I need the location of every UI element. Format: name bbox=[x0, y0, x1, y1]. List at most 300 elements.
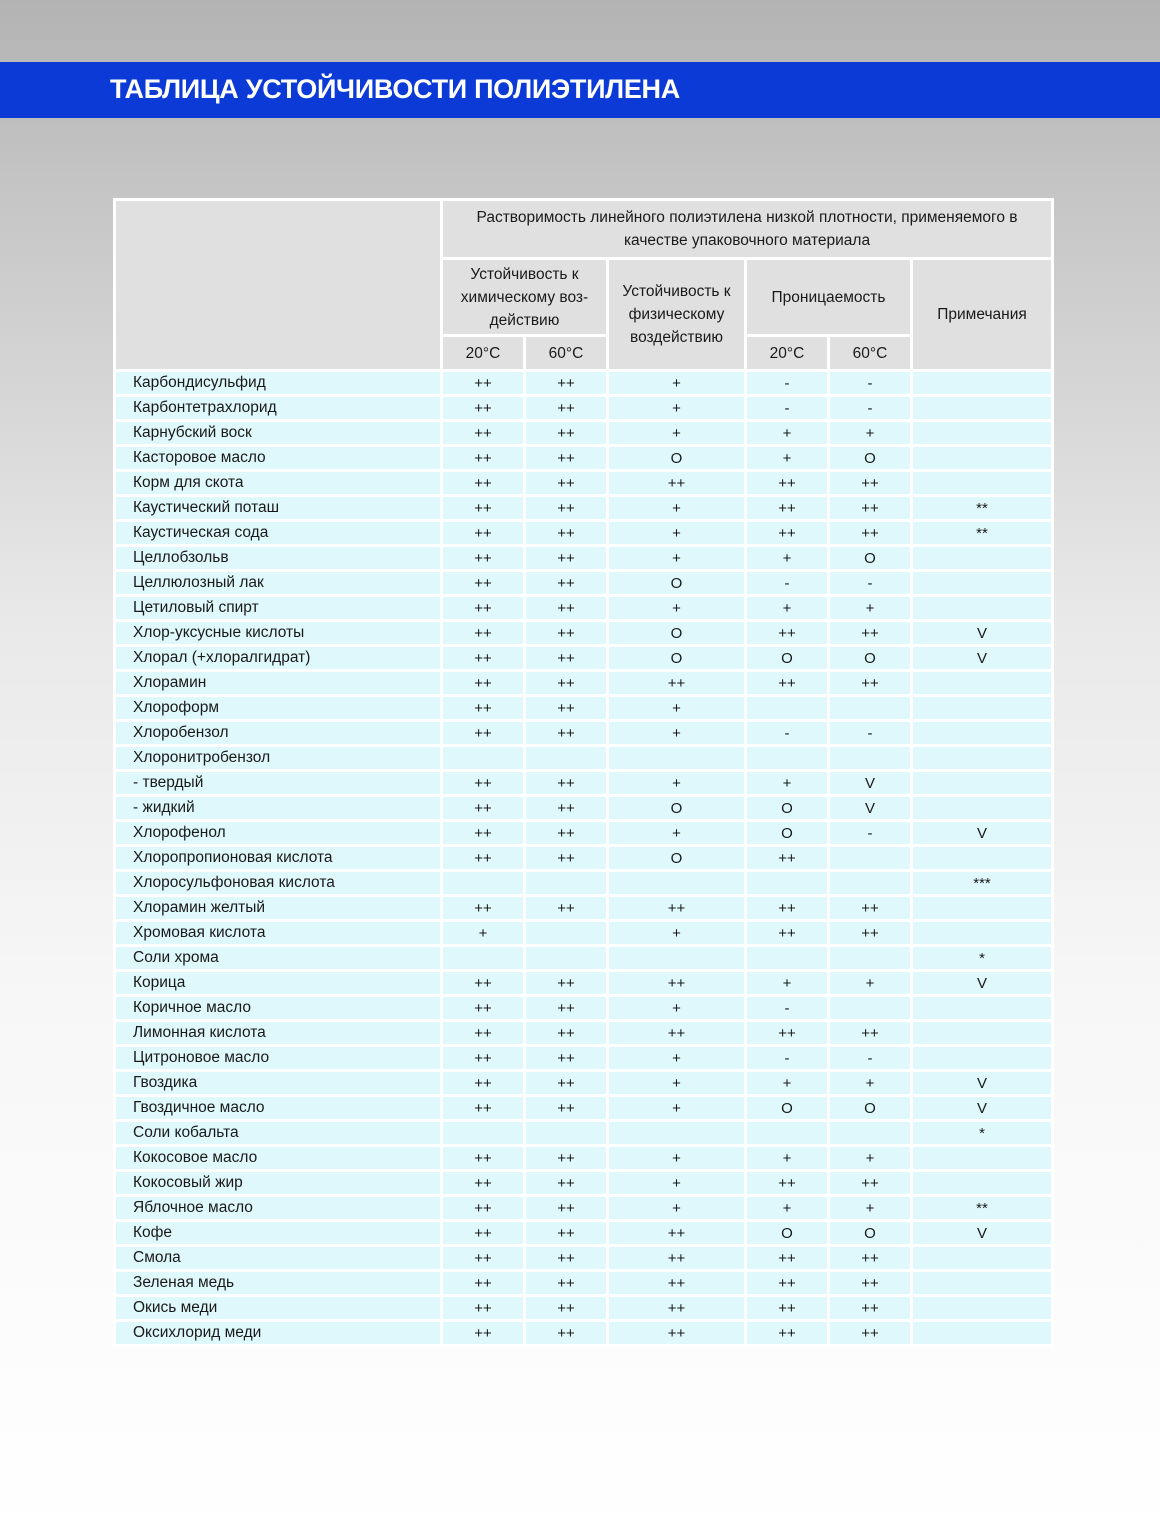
table-row bbox=[115, 796, 1053, 821]
chem-20-value: ++ bbox=[442, 496, 525, 521]
chem-60-value bbox=[525, 921, 608, 946]
perm-60-value: ++ bbox=[829, 1171, 912, 1196]
chem-20-value bbox=[442, 1121, 525, 1146]
substance-name: Лимонная кислота bbox=[115, 1021, 442, 1046]
substance-name: Каустический поташ bbox=[115, 496, 442, 521]
table-body bbox=[115, 371, 1053, 1346]
chem-20-value: ++ bbox=[442, 371, 525, 396]
substance-name: - жидкий bbox=[115, 796, 442, 821]
perm-60-value: O bbox=[829, 446, 912, 471]
substance-name: Гвоздика bbox=[115, 1071, 442, 1096]
chem-20-value: ++ bbox=[442, 1321, 525, 1346]
table-row bbox=[115, 621, 1053, 646]
table-row bbox=[115, 1071, 1053, 1096]
table-row bbox=[115, 646, 1053, 671]
chem-20-value: ++ bbox=[442, 671, 525, 696]
perm-20-value: + bbox=[746, 971, 829, 996]
physical-value: + bbox=[608, 1046, 746, 1071]
physical-value: + bbox=[608, 1096, 746, 1121]
chem-20-value: ++ bbox=[442, 696, 525, 721]
note-value bbox=[912, 796, 1053, 821]
note-value bbox=[912, 596, 1053, 621]
header-main: Растворимость линейного полиэтилена низкой плотности, применяемого в качестве упаковочного материала bbox=[442, 200, 1053, 259]
perm-20-value: ++ bbox=[746, 1246, 829, 1271]
perm-20-value: O bbox=[746, 646, 829, 671]
table-row bbox=[115, 971, 1053, 996]
perm-60-value: + bbox=[829, 421, 912, 446]
perm-20-value: + bbox=[746, 421, 829, 446]
note-value bbox=[912, 996, 1053, 1021]
substance-name: Соли хрома bbox=[115, 946, 442, 971]
substance-name: Хлорофенол bbox=[115, 821, 442, 846]
note-value bbox=[912, 1146, 1053, 1171]
perm-20-value: - bbox=[746, 1046, 829, 1071]
chem-60-value: ++ bbox=[525, 1096, 608, 1121]
substance-name: Карнубский воск bbox=[115, 421, 442, 446]
perm-60-value: ++ bbox=[829, 521, 912, 546]
perm-20-value: - bbox=[746, 371, 829, 396]
physical-value: ++ bbox=[608, 1021, 746, 1046]
note-value: V bbox=[912, 971, 1053, 996]
header-physical: Устойчивость к физическому воздействию bbox=[608, 259, 746, 371]
perm-60-value bbox=[829, 746, 912, 771]
table-row bbox=[115, 671, 1053, 696]
perm-60-value: ++ bbox=[829, 1271, 912, 1296]
note-value bbox=[912, 1271, 1053, 1296]
header-permeability: Проницаемость bbox=[746, 259, 912, 336]
perm-60-value: ++ bbox=[829, 471, 912, 496]
physical-value: ++ bbox=[608, 1246, 746, 1271]
perm-20-value: ++ bbox=[746, 1271, 829, 1296]
perm-20-value bbox=[746, 746, 829, 771]
chem-20-value bbox=[442, 746, 525, 771]
substance-name: Хлор-уксусные кислоты bbox=[115, 621, 442, 646]
perm-20-value: ++ bbox=[746, 1321, 829, 1346]
chem-60-value: ++ bbox=[525, 696, 608, 721]
chem-60-value: ++ bbox=[525, 1196, 608, 1221]
physical-value: + bbox=[608, 521, 746, 546]
chem-60-value: ++ bbox=[525, 646, 608, 671]
header-notes: Примечания bbox=[912, 259, 1053, 371]
chem-60-value: ++ bbox=[525, 421, 608, 446]
perm-20-value: + bbox=[746, 1071, 829, 1096]
perm-20-value: + bbox=[746, 771, 829, 796]
perm-60-value: ++ bbox=[829, 1246, 912, 1271]
chem-60-value: ++ bbox=[525, 796, 608, 821]
chem-20-value: ++ bbox=[442, 621, 525, 646]
perm-60-value: ++ bbox=[829, 1021, 912, 1046]
substance-name: Цитроновое масло bbox=[115, 1046, 442, 1071]
physical-value: + bbox=[608, 421, 746, 446]
substance-name: Кокосовый жир bbox=[115, 1171, 442, 1196]
substance-name: Зеленая медь bbox=[115, 1271, 442, 1296]
note-value: V bbox=[912, 1071, 1053, 1096]
perm-20-value: + bbox=[746, 546, 829, 571]
perm-60-value: ++ bbox=[829, 1321, 912, 1346]
perm-20-value: ++ bbox=[746, 1171, 829, 1196]
table-row bbox=[115, 1296, 1053, 1321]
substance-name: Карбондисульфид bbox=[115, 371, 442, 396]
header-chem-60: 60°С bbox=[525, 336, 608, 371]
chem-20-value: ++ bbox=[442, 796, 525, 821]
substance-name: - твердый bbox=[115, 771, 442, 796]
chem-60-value: ++ bbox=[525, 621, 608, 646]
physical-value: + bbox=[608, 496, 746, 521]
perm-20-value: ++ bbox=[746, 496, 829, 521]
table-row bbox=[115, 546, 1053, 571]
chem-20-value: ++ bbox=[442, 1221, 525, 1246]
substance-name: Хлорамин желтый bbox=[115, 896, 442, 921]
perm-60-value: - bbox=[829, 721, 912, 746]
chem-20-value bbox=[442, 946, 525, 971]
table-row bbox=[115, 896, 1053, 921]
perm-20-value: + bbox=[746, 446, 829, 471]
note-value: V bbox=[912, 821, 1053, 846]
header-corner bbox=[115, 200, 442, 371]
note-value bbox=[912, 571, 1053, 596]
perm-20-value: O bbox=[746, 1096, 829, 1121]
chem-20-value: ++ bbox=[442, 571, 525, 596]
chem-60-value: ++ bbox=[525, 571, 608, 596]
physical-value: + bbox=[608, 1196, 746, 1221]
perm-60-value: ++ bbox=[829, 896, 912, 921]
table-row bbox=[115, 821, 1053, 846]
table-row bbox=[115, 721, 1053, 746]
table-row bbox=[115, 421, 1053, 446]
physical-value: ++ bbox=[608, 1321, 746, 1346]
substance-name: Карбонтетрахлорид bbox=[115, 396, 442, 421]
perm-20-value: - bbox=[746, 996, 829, 1021]
table-row bbox=[115, 1171, 1053, 1196]
perm-60-value: + bbox=[829, 1071, 912, 1096]
header-perm-20: 20°С bbox=[746, 336, 829, 371]
note-value bbox=[912, 371, 1053, 396]
physical-value: + bbox=[608, 996, 746, 1021]
table-row bbox=[115, 1146, 1053, 1171]
title-bar bbox=[0, 62, 1160, 118]
chem-20-value: ++ bbox=[442, 996, 525, 1021]
chem-20-value bbox=[442, 871, 525, 896]
perm-20-value: - bbox=[746, 396, 829, 421]
physical-value: O bbox=[608, 571, 746, 596]
physical-value: ++ bbox=[608, 1221, 746, 1246]
note-value bbox=[912, 421, 1053, 446]
physical-value: O bbox=[608, 446, 746, 471]
page-title: ТАБЛИЦА УСТОЙЧИВОСТИ ПОЛИЭТИЛЕНА bbox=[110, 74, 680, 104]
note-value: V bbox=[912, 646, 1053, 671]
physical-value: + bbox=[608, 821, 746, 846]
table-row bbox=[115, 921, 1053, 946]
physical-value: ++ bbox=[608, 671, 746, 696]
chem-60-value bbox=[525, 1121, 608, 1146]
perm-60-value: O bbox=[829, 1221, 912, 1246]
note-value bbox=[912, 671, 1053, 696]
note-value bbox=[912, 546, 1053, 571]
perm-20-value bbox=[746, 696, 829, 721]
physical-value: + bbox=[608, 721, 746, 746]
physical-value: + bbox=[608, 1171, 746, 1196]
physical-value: + bbox=[608, 596, 746, 621]
note-value bbox=[912, 1246, 1053, 1271]
table-row bbox=[115, 996, 1053, 1021]
chem-20-value: ++ bbox=[442, 1021, 525, 1046]
physical-value: O bbox=[608, 621, 746, 646]
table-row bbox=[115, 1196, 1053, 1221]
chem-20-value: ++ bbox=[442, 896, 525, 921]
note-value bbox=[912, 396, 1053, 421]
substance-name: Хлороформ bbox=[115, 696, 442, 721]
chem-60-value: ++ bbox=[525, 546, 608, 571]
perm-20-value bbox=[746, 1121, 829, 1146]
table-row bbox=[115, 1321, 1053, 1346]
perm-20-value: ++ bbox=[746, 521, 829, 546]
chem-60-value: ++ bbox=[525, 846, 608, 871]
perm-20-value: ++ bbox=[746, 1296, 829, 1321]
perm-20-value: O bbox=[746, 796, 829, 821]
chem-60-value: ++ bbox=[525, 1246, 608, 1271]
perm-20-value: - bbox=[746, 571, 829, 596]
header-chem-20: 20°С bbox=[442, 336, 525, 371]
perm-60-value: O bbox=[829, 546, 912, 571]
perm-60-value: ++ bbox=[829, 496, 912, 521]
note-value bbox=[912, 446, 1053, 471]
note-value bbox=[912, 1296, 1053, 1321]
chem-60-value: ++ bbox=[525, 1221, 608, 1246]
resistance-table bbox=[113, 198, 1054, 1347]
note-value: ** bbox=[912, 521, 1053, 546]
perm-20-value bbox=[746, 946, 829, 971]
substance-name: Соли кобальта bbox=[115, 1121, 442, 1146]
physical-value: ++ bbox=[608, 971, 746, 996]
perm-60-value: + bbox=[829, 596, 912, 621]
note-value: *** bbox=[912, 871, 1053, 896]
note-value: V bbox=[912, 1221, 1053, 1246]
chem-60-value: ++ bbox=[525, 1321, 608, 1346]
note-value bbox=[912, 921, 1053, 946]
perm-60-value: - bbox=[829, 371, 912, 396]
chem-60-value: ++ bbox=[525, 821, 608, 846]
substance-name: Цетиловый спирт bbox=[115, 596, 442, 621]
perm-60-value bbox=[829, 846, 912, 871]
substance-name: Яблочное масло bbox=[115, 1196, 442, 1221]
physical-value: + bbox=[608, 921, 746, 946]
substance-name: Каустическая сода bbox=[115, 521, 442, 546]
perm-20-value: O bbox=[746, 1221, 829, 1246]
perm-60-value: - bbox=[829, 821, 912, 846]
physical-value: + bbox=[608, 546, 746, 571]
substance-name: Хромовая кислота bbox=[115, 921, 442, 946]
chem-20-value: ++ bbox=[442, 521, 525, 546]
physical-value: + bbox=[608, 696, 746, 721]
perm-60-value: ++ bbox=[829, 621, 912, 646]
perm-60-value: O bbox=[829, 646, 912, 671]
substance-name: Целлобзольв bbox=[115, 546, 442, 571]
chem-60-value: ++ bbox=[525, 371, 608, 396]
substance-name: Хлоросульфоновая кислота bbox=[115, 871, 442, 896]
chem-20-value: ++ bbox=[442, 596, 525, 621]
chem-20-value: ++ bbox=[442, 721, 525, 746]
chem-60-value: ++ bbox=[525, 671, 608, 696]
table-row bbox=[115, 946, 1053, 971]
header-perm-60: 60°С bbox=[829, 336, 912, 371]
chem-20-value: ++ bbox=[442, 1146, 525, 1171]
perm-60-value: - bbox=[829, 1046, 912, 1071]
physical-value bbox=[608, 746, 746, 771]
note-value: V bbox=[912, 1096, 1053, 1121]
physical-value: ++ bbox=[608, 1296, 746, 1321]
perm-20-value: - bbox=[746, 721, 829, 746]
perm-20-value: ++ bbox=[746, 471, 829, 496]
table-row bbox=[115, 496, 1053, 521]
substance-name: Смола bbox=[115, 1246, 442, 1271]
substance-name: Гвоздичное масло bbox=[115, 1096, 442, 1121]
perm-60-value bbox=[829, 946, 912, 971]
physical-value: + bbox=[608, 396, 746, 421]
note-value: ** bbox=[912, 1196, 1053, 1221]
substance-name: Кофе bbox=[115, 1221, 442, 1246]
perm-20-value: + bbox=[746, 1146, 829, 1171]
physical-value: + bbox=[608, 771, 746, 796]
physical-value bbox=[608, 946, 746, 971]
perm-20-value bbox=[746, 871, 829, 896]
substance-name: Хлоронитробензол bbox=[115, 746, 442, 771]
note-value bbox=[912, 1171, 1053, 1196]
substance-name: Кокосовое масло bbox=[115, 1146, 442, 1171]
note-value bbox=[912, 471, 1053, 496]
chem-60-value: ++ bbox=[525, 471, 608, 496]
physical-value: ++ bbox=[608, 896, 746, 921]
chem-60-value: ++ bbox=[525, 396, 608, 421]
chem-60-value: ++ bbox=[525, 1146, 608, 1171]
table-row bbox=[115, 1121, 1053, 1146]
chem-60-value: ++ bbox=[525, 971, 608, 996]
note-value bbox=[912, 1046, 1053, 1071]
chem-60-value: ++ bbox=[525, 1021, 608, 1046]
chem-60-value: ++ bbox=[525, 996, 608, 1021]
chem-20-value: ++ bbox=[442, 821, 525, 846]
note-value bbox=[912, 896, 1053, 921]
table-row bbox=[115, 446, 1053, 471]
perm-20-value: ++ bbox=[746, 671, 829, 696]
chem-20-value: ++ bbox=[442, 1046, 525, 1071]
substance-name: Целлюлозный лак bbox=[115, 571, 442, 596]
chem-60-value: ++ bbox=[525, 596, 608, 621]
perm-60-value: V bbox=[829, 796, 912, 821]
perm-60-value: + bbox=[829, 1146, 912, 1171]
perm-60-value: + bbox=[829, 971, 912, 996]
chem-60-value: ++ bbox=[525, 1171, 608, 1196]
chem-20-value: ++ bbox=[442, 1271, 525, 1296]
table-row bbox=[115, 1096, 1053, 1121]
chem-20-value: ++ bbox=[442, 396, 525, 421]
chem-20-value: + bbox=[442, 921, 525, 946]
physical-value bbox=[608, 871, 746, 896]
physical-value: O bbox=[608, 846, 746, 871]
chem-60-value: ++ bbox=[525, 1271, 608, 1296]
table-row bbox=[115, 1271, 1053, 1296]
perm-60-value: O bbox=[829, 1096, 912, 1121]
note-value: * bbox=[912, 946, 1053, 971]
chem-60-value: ++ bbox=[525, 496, 608, 521]
substance-name: Хлорал (+хлоралгидрат) bbox=[115, 646, 442, 671]
table-row bbox=[115, 696, 1053, 721]
table-row bbox=[115, 471, 1053, 496]
chem-20-value: ++ bbox=[442, 1096, 525, 1121]
chem-60-value: ++ bbox=[525, 521, 608, 546]
physical-value: ++ bbox=[608, 1271, 746, 1296]
table-row bbox=[115, 771, 1053, 796]
perm-20-value: ++ bbox=[746, 896, 829, 921]
chem-60-value: ++ bbox=[525, 721, 608, 746]
table-row bbox=[115, 596, 1053, 621]
chem-20-value: ++ bbox=[442, 1296, 525, 1321]
table-row bbox=[115, 1021, 1053, 1046]
note-value: * bbox=[912, 1121, 1053, 1146]
chem-60-value: ++ bbox=[525, 1296, 608, 1321]
perm-60-value: ++ bbox=[829, 921, 912, 946]
perm-60-value: - bbox=[829, 571, 912, 596]
perm-20-value: O bbox=[746, 821, 829, 846]
chem-20-value: ++ bbox=[442, 546, 525, 571]
note-value bbox=[912, 746, 1053, 771]
table-row bbox=[115, 846, 1053, 871]
perm-20-value: + bbox=[746, 1196, 829, 1221]
perm-60-value: + bbox=[829, 1196, 912, 1221]
note-value bbox=[912, 771, 1053, 796]
note-value bbox=[912, 1021, 1053, 1046]
substance-name: Коричное масло bbox=[115, 996, 442, 1021]
physical-value: + bbox=[608, 1071, 746, 1096]
substance-name: Оксихлорид меди bbox=[115, 1321, 442, 1346]
perm-20-value: ++ bbox=[746, 621, 829, 646]
substance-name: Хлоропропионовая кислота bbox=[115, 846, 442, 871]
perm-20-value: ++ bbox=[746, 1021, 829, 1046]
note-value bbox=[912, 846, 1053, 871]
substance-name: Окись меди bbox=[115, 1296, 442, 1321]
chem-20-value: ++ bbox=[442, 1196, 525, 1221]
header-chemical: Устойчивость к химическому воз-действию bbox=[442, 259, 608, 336]
physical-value: O bbox=[608, 646, 746, 671]
perm-60-value: V bbox=[829, 771, 912, 796]
physical-value: O bbox=[608, 796, 746, 821]
chem-60-value: ++ bbox=[525, 446, 608, 471]
table-row bbox=[115, 371, 1053, 396]
physical-value: ++ bbox=[608, 471, 746, 496]
table-row bbox=[115, 746, 1053, 771]
perm-20-value: + bbox=[746, 596, 829, 621]
note-value bbox=[912, 721, 1053, 746]
chem-20-value: ++ bbox=[442, 421, 525, 446]
table-row bbox=[115, 571, 1053, 596]
note-value: V bbox=[912, 621, 1053, 646]
perm-60-value bbox=[829, 1121, 912, 1146]
table-row bbox=[115, 1246, 1053, 1271]
chem-20-value: ++ bbox=[442, 446, 525, 471]
note-value bbox=[912, 696, 1053, 721]
table-row bbox=[115, 1046, 1053, 1071]
note-value bbox=[912, 1321, 1053, 1346]
chem-60-value: ++ bbox=[525, 896, 608, 921]
chem-20-value: ++ bbox=[442, 471, 525, 496]
substance-name: Корм для скота bbox=[115, 471, 442, 496]
chem-60-value bbox=[525, 746, 608, 771]
chem-20-value: ++ bbox=[442, 1071, 525, 1096]
perm-60-value: ++ bbox=[829, 671, 912, 696]
substance-name: Касторовое масло bbox=[115, 446, 442, 471]
chem-60-value bbox=[525, 946, 608, 971]
chem-60-value: ++ bbox=[525, 771, 608, 796]
chem-20-value: ++ bbox=[442, 1246, 525, 1271]
